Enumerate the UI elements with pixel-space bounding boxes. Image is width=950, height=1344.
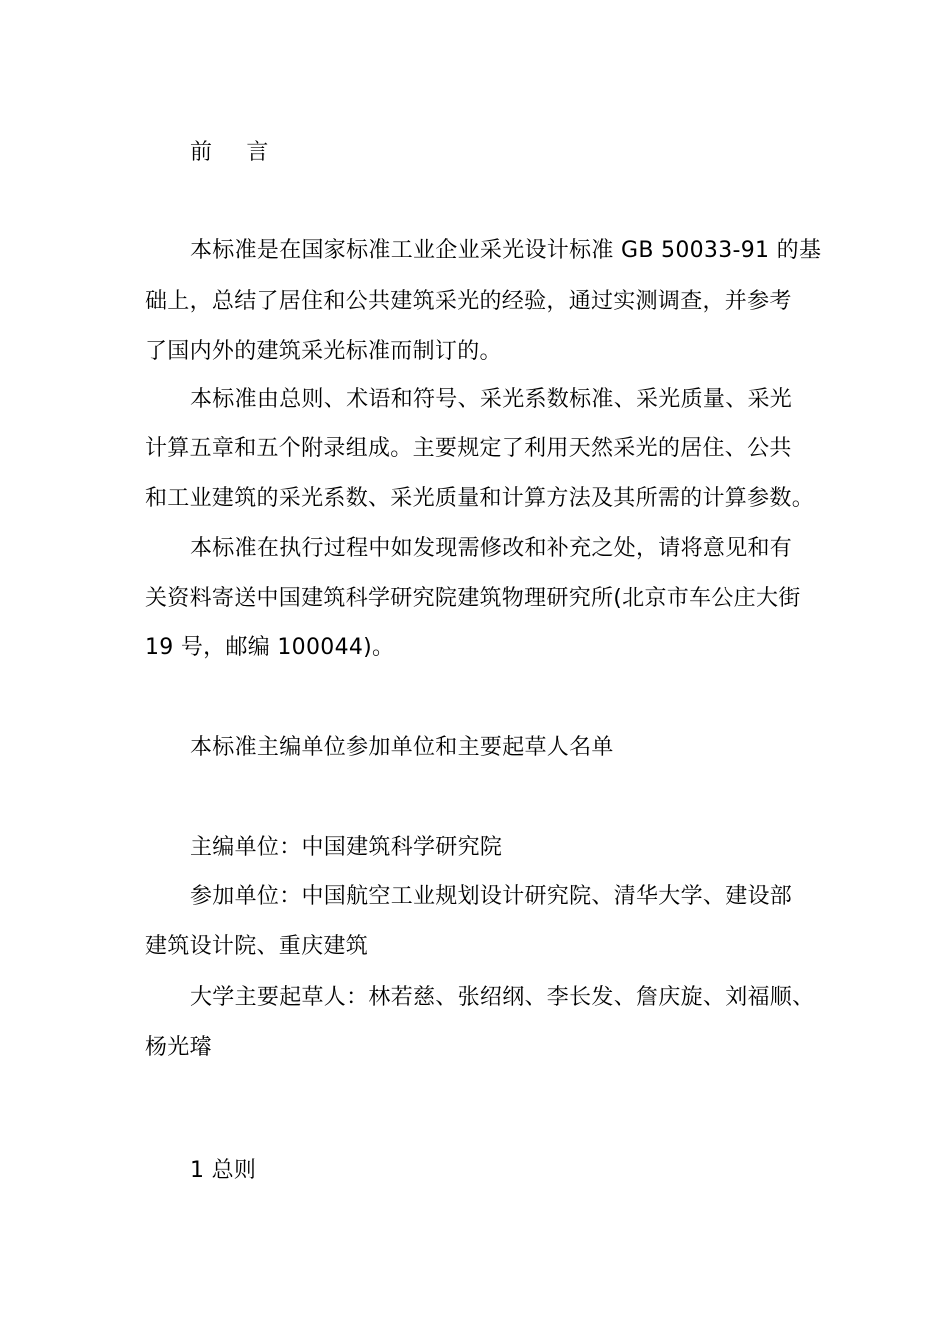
drafters-line-2: 杨光璿: [145, 1035, 212, 1060]
participants-line-2: 建筑设计院、重庆建筑: [145, 934, 369, 959]
paragraph-3-line-1: 本标准在执行过程中如发现需修改和补充之处，请将意见和有: [190, 536, 793, 561]
paragraph-1-line-3: 了国内外的建筑采光标准而制订的。: [145, 339, 502, 364]
paragraph-3-line-2: 关资料寄送中国建筑科学研究院建筑物理研究所(北京市车公庄大街: [145, 586, 801, 611]
paragraph-1-line-2: 础上，总结了居住和公共建筑采光的经验，通过实测调查，并参考: [145, 289, 792, 314]
paragraph-2-line-2: 计算五章和五个附录组成。主要规定了利用天然采光的居住、公共: [145, 436, 792, 461]
paragraph-2-line-1: 本标准由总则、术语和符号、采光系数标准、采光质量、采光: [190, 387, 793, 412]
preface-title: [190, 138, 269, 168]
participants-line-1: 参加单位：中国航空工业规划设计研究院、清华大学、建设部: [190, 884, 793, 909]
contributors-list-title: 本标准主编单位参加单位和主要起草人名单: [190, 735, 614, 760]
preface-title-part2: 言: [246, 140, 269, 165]
chapter-heading: 1 总则: [190, 1158, 257, 1183]
paragraph-3-line-3: 19 号，邮编 100044)。: [145, 635, 395, 660]
drafters-line-1: 大学主要起草人：林若慈、张绍纲、李长发、詹庆旋、刘福顺、: [190, 985, 815, 1010]
paragraph-1-line-1: 本标准是在国家标准工业企业采光设计标准 GB 50033-91 的基: [190, 238, 822, 263]
paragraph-2-line-3: 和工业建筑的采光系数、采光质量和计算方法及其所需的计算参数。: [145, 486, 815, 511]
chief-unit-line: 主编单位：中国建筑科学研究院: [190, 835, 503, 860]
preface-title-part1: 前: [190, 140, 213, 165]
